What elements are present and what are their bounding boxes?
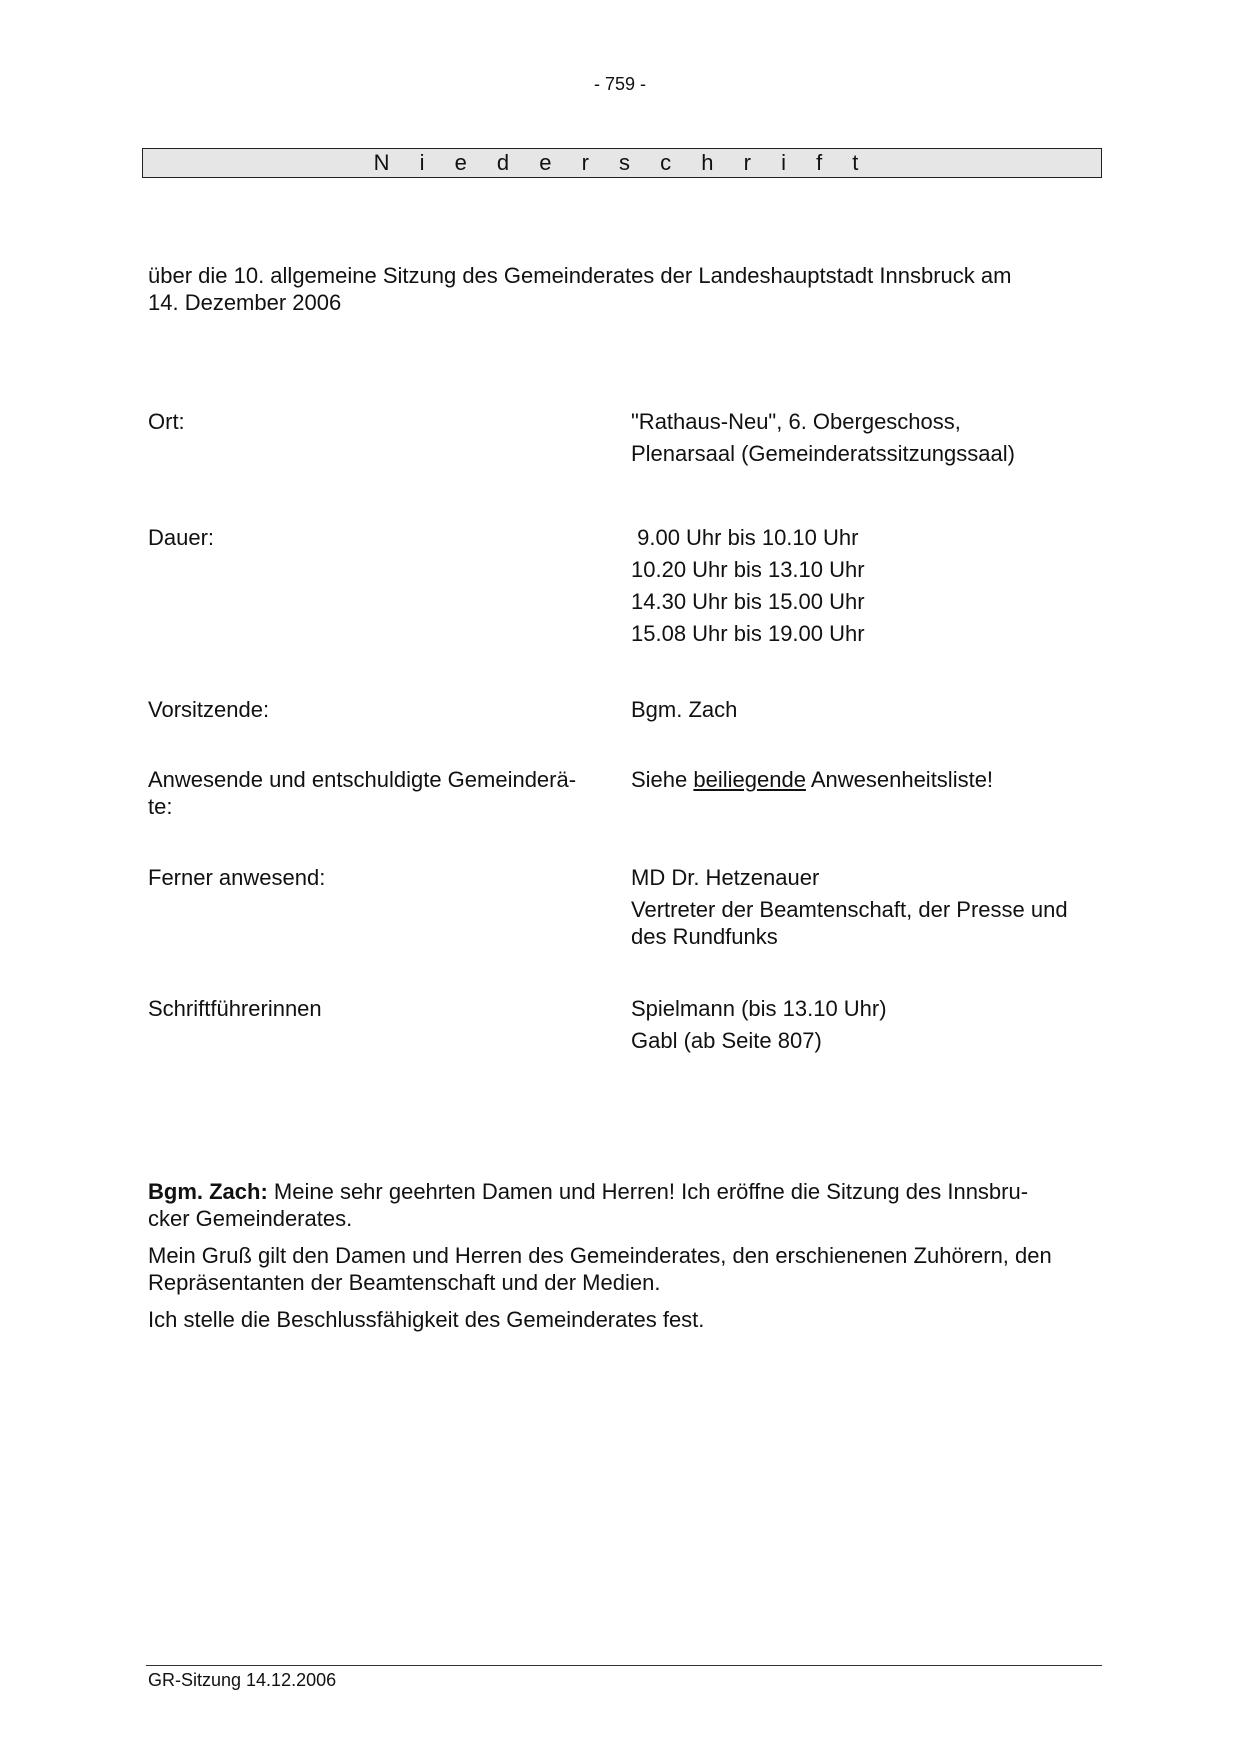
detail-label-schrift: Schriftführerinnen [148,996,322,1021]
anwesende-underlined-text: beiliegende [693,767,806,792]
anwesende-text: Anwesenheitsliste! [805,767,994,792]
speech-text: Mein Gruß gilt den Damen und Herren des Gemeinderates, den erschienenen Zuhörern, den [148,1243,1052,1268]
detail-label-ferner: Ferner anwesend: [148,865,326,890]
intro-paragraph [148,262,1108,316]
ort-line: Plenarsaal (Gemeinderatssitzungssaal) [631,441,1015,466]
schrift-line: Gabl (ab Seite 807) [631,1028,822,1053]
detail-label-vorsitzende: Vorsitzende: [148,697,270,722]
footer-divider [146,1665,1102,1666]
detail-label-anwesende [148,766,618,820]
page-number: - 759 - [593,74,647,94]
detail-value-vorsitzende [631,696,1111,728]
dauer-line: 9.00 Uhr bis 10.10 Uhr [631,525,859,550]
detail-value-dauer [631,524,1111,652]
speech-text: Ich stelle die Beschlussfähigkeit des Gemeinderates fest. [148,1307,705,1332]
anwesende-text: Siehe [631,767,694,792]
document-title: N i e d e r s c h r i f t [142,148,1102,178]
speaker-name: Bgm. Zach: [148,1179,268,1204]
ferner-line: des Rundfunks [631,924,778,949]
detail-label-dauer: Dauer: [148,525,215,550]
speech-text: Meine sehr geehrten Damen und Herren! Ich eröffne die Sitzung des Innsbru- [267,1179,1029,1204]
speech-paragraph [148,1306,1108,1333]
anwesende-label-line: Anwesende und entschuldigte Gemeinderä- [148,767,577,792]
intro-line: 14. Dezember 2006 [148,290,342,315]
speech-section [148,1178,1108,1343]
ort-line: "Rathaus-Neu", 6. Obergeschoss, [631,409,961,434]
anwesende-label-line: te: [148,794,173,819]
speech-text: Repräsentanten der Beamtenschaft und der Medien. [148,1270,661,1295]
speech-paragraph [148,1178,1108,1232]
dauer-line: 15.08 Uhr bis 19.00 Uhr [631,621,865,646]
speech-text: cker Gemeinderates. [148,1206,353,1231]
detail-value-anwesende [631,766,1111,798]
detail-value-ferner [631,864,1111,950]
detail-value-ort [631,408,1111,472]
dauer-line: 14.30 Uhr bis 15.00 Uhr [631,589,865,614]
speech-paragraph [148,1242,1108,1296]
schrift-line: Spielmann (bis 13.10 Uhr) [631,996,887,1021]
detail-value-schrift [631,995,1111,1059]
ferner-line: MD Dr. Hetzenauer [631,865,820,890]
detail-label-ort: Ort: [148,409,185,434]
ferner-line: Vertreter der Beamtenschaft, der Presse und [631,897,1068,922]
dauer-line: 10.20 Uhr bis 13.10 Uhr [631,557,865,582]
anwesende-line [631,766,1111,793]
intro-line: über die 10. allgemeine Sitzung des Gemeinderates der Landeshauptstadt Innsbruck am [148,263,1012,288]
vorsitzende-line: Bgm. Zach [631,697,738,722]
footer-text: GR-Sitzung 14.12.2006 [148,1670,337,1690]
